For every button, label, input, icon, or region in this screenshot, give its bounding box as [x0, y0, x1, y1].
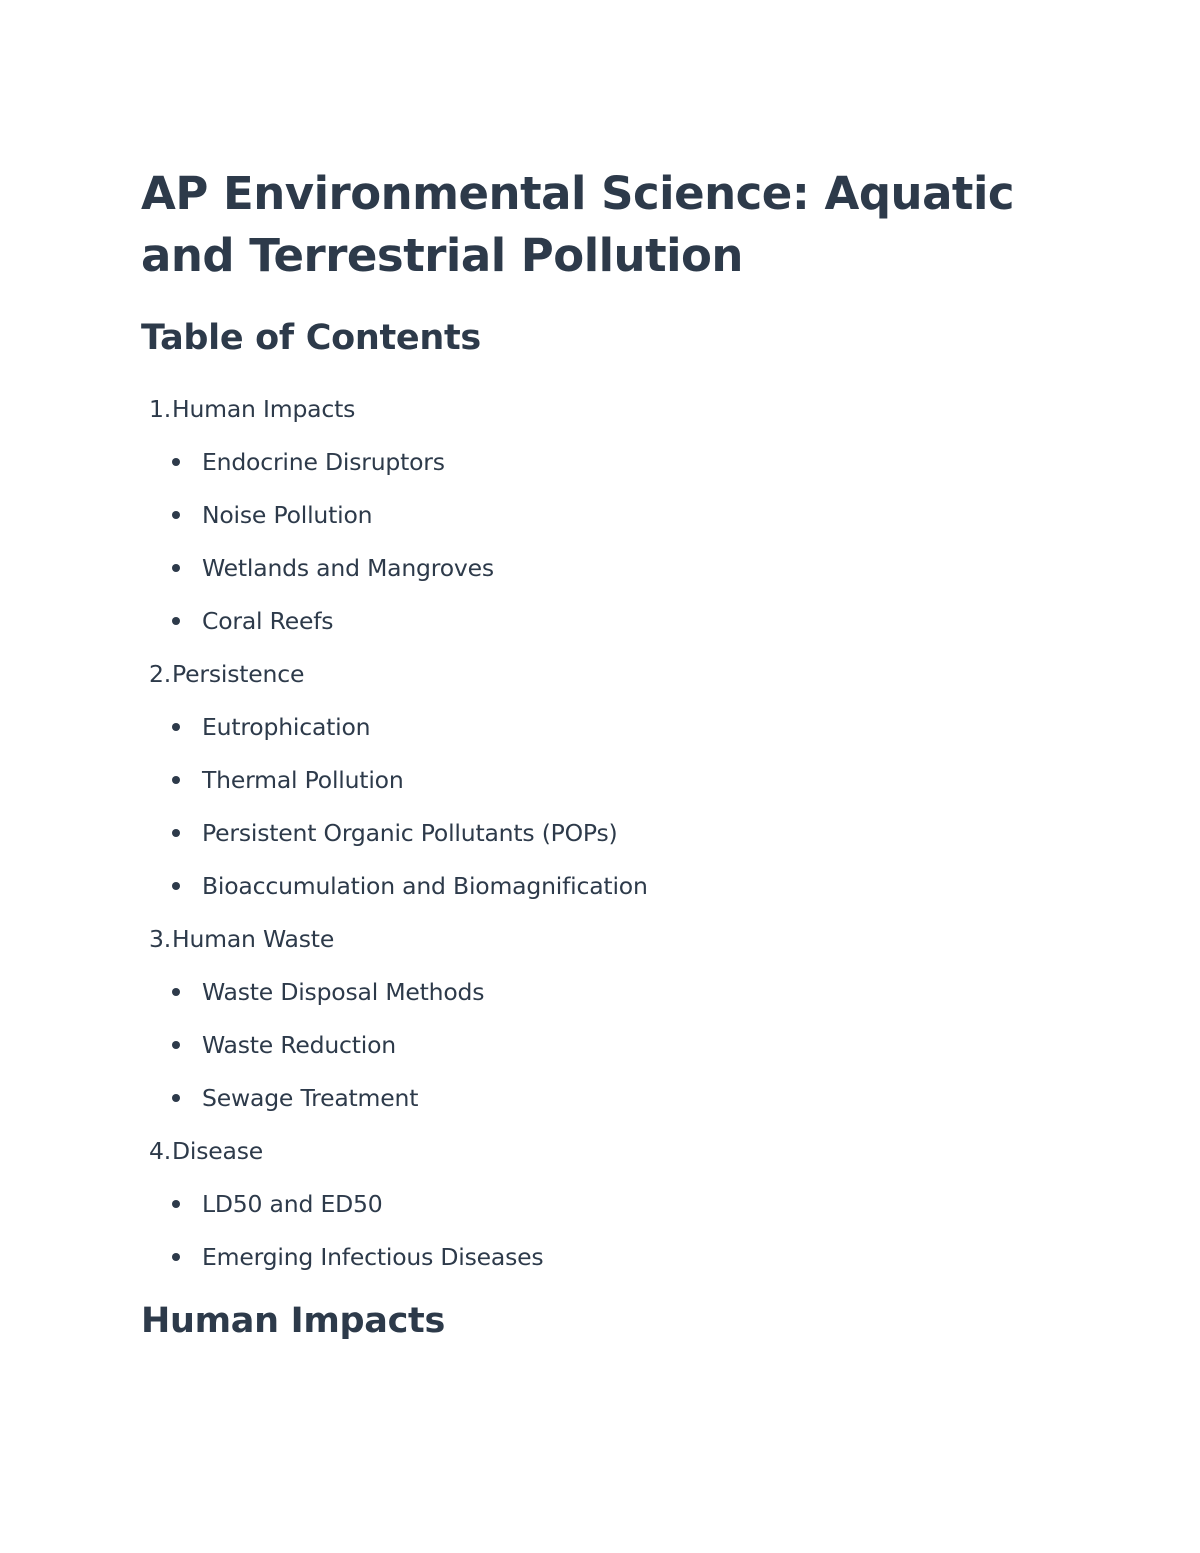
bullet-icon	[172, 1253, 180, 1261]
section-heading: Human Impacts	[141, 1301, 445, 1341]
toc-section-human-waste[interactable]	[141, 912, 1041, 965]
toc-item-waste-reduction[interactable]	[141, 1018, 1041, 1071]
bullet-icon	[172, 617, 180, 625]
toc-item-label: Wetlands and Mangroves	[202, 553, 494, 582]
toc-item-thermal-pollution[interactable]	[141, 753, 1041, 806]
toc-section-number: 1.	[148, 395, 171, 423]
table-of-contents	[141, 383, 1041, 1283]
bullet-icon	[172, 882, 180, 890]
toc-item-coral-reefs[interactable]	[141, 594, 1041, 647]
toc-item-label: Waste Disposal Methods	[202, 977, 485, 1006]
bullet-icon	[172, 988, 180, 996]
toc-section-label: Persistence	[172, 659, 305, 688]
toc-section-human-impacts[interactable]	[141, 383, 1041, 435]
toc-item-label: LD50 and ED50	[202, 1189, 383, 1218]
toc-item-bioaccumulation-and-biomagnification[interactable]	[141, 859, 1041, 912]
bullet-icon	[172, 776, 180, 784]
bullet-icon	[172, 1200, 180, 1208]
toc-item-persistent-organic-pollutants[interactable]	[141, 806, 1041, 859]
bullet-icon	[172, 829, 180, 837]
toc-section-number: 4.	[148, 1136, 171, 1165]
toc-section-number: 2.	[148, 659, 171, 688]
toc-item-ld50-and-ed50[interactable]	[141, 1177, 1041, 1230]
toc-item-eutrophication[interactable]	[141, 700, 1041, 753]
toc-section-label: Human Waste	[172, 924, 335, 953]
toc-section-persistence[interactable]	[141, 647, 1041, 700]
toc-item-wetlands-and-mangroves[interactable]	[141, 541, 1041, 594]
bullet-icon	[172, 564, 180, 572]
toc-item-label: Noise Pollution	[202, 500, 373, 529]
document-title: AP Environmental Science: Aquatic and Terrestrial Pollution	[141, 167, 1015, 282]
toc-item-label: Endocrine Disruptors	[202, 447, 445, 476]
toc-heading: Table of Contents	[141, 318, 481, 358]
toc-section-disease[interactable]	[141, 1124, 1041, 1177]
toc-item-label: Eutrophication	[202, 712, 371, 741]
bullet-icon	[172, 1041, 180, 1049]
toc-item-label: Thermal Pollution	[202, 765, 404, 794]
toc-item-sewage-treatment[interactable]	[141, 1071, 1041, 1124]
toc-item-label: Bioaccumulation and Biomagnification	[202, 871, 648, 900]
toc-item-label: Waste Reduction	[202, 1030, 396, 1059]
bullet-icon	[172, 511, 180, 519]
toc-item-label: Persistent Organic Pollutants (POPs)	[202, 818, 618, 847]
toc-item-label: Emerging Infectious Diseases	[202, 1242, 544, 1271]
bullet-icon	[172, 458, 180, 466]
toc-section-label: Disease	[172, 1136, 264, 1165]
bullet-icon	[172, 1094, 180, 1102]
toc-item-waste-disposal-methods[interactable]	[141, 965, 1041, 1018]
toc-item-label: Sewage Treatment	[202, 1083, 419, 1112]
toc-section-number: 3.	[148, 924, 171, 953]
toc-section-label: Human Impacts	[172, 395, 356, 423]
bullet-icon	[172, 723, 180, 731]
toc-item-noise-pollution[interactable]	[141, 488, 1041, 541]
toc-item-emerging-infectious-diseases[interactable]	[141, 1230, 1041, 1283]
toc-item-label: Coral Reefs	[202, 606, 334, 635]
toc-item-endocrine-disruptors[interactable]	[141, 435, 1041, 488]
